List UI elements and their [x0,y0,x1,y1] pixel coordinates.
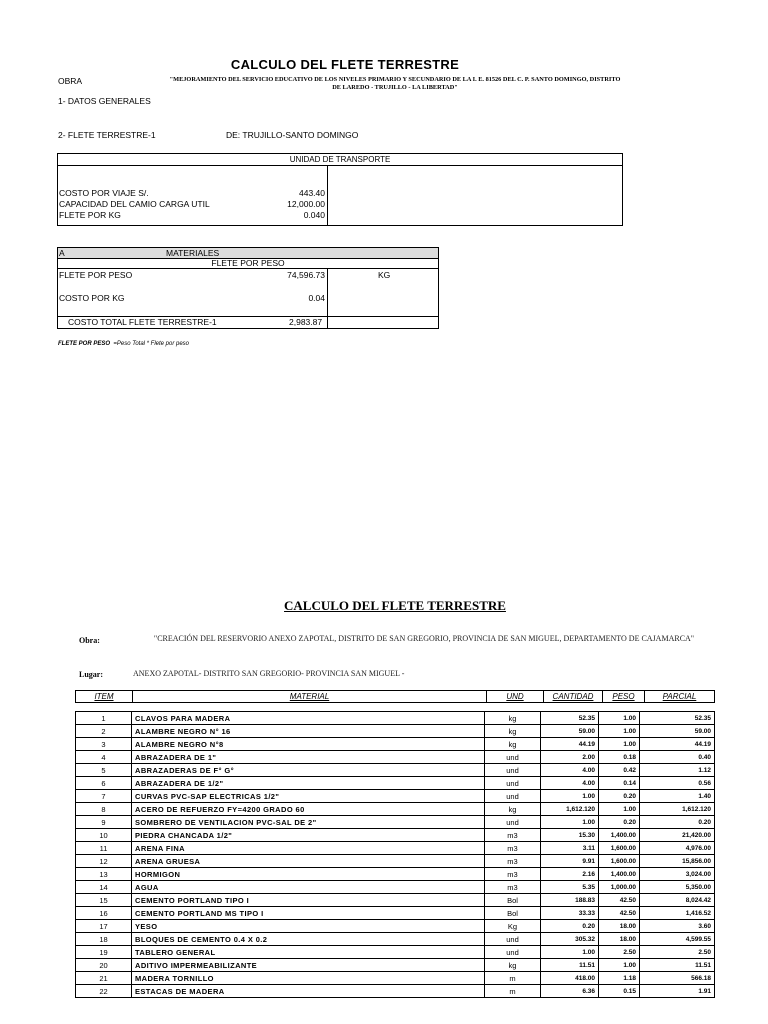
material-cell: ALAMBRE NEGRO N° 16 [132,725,485,738]
peso-cell: 1,400.00 [599,868,640,881]
item-cell: 19 [76,946,132,959]
materials-table [75,711,715,998]
table-row [76,959,715,972]
item-cell: 14 [76,881,132,894]
item-cell: 2 [76,725,132,738]
costo-viaje-value: 443.40 [299,188,325,198]
table-row [76,829,715,842]
col-cantidad: CANTIDAD [544,691,603,703]
parcial-cell: 1.40 [640,790,715,803]
parcial-cell: 15,856.00 [640,855,715,868]
parcial-cell: 0.56 [640,777,715,790]
bottom-title: CALCULO DEL FLETE TERRESTRE [284,598,506,613]
peso-cell: 1.00 [599,803,640,816]
unit-cell: m3 [485,842,541,855]
table-row [76,764,715,777]
capacidad-value: 12,000.00 [287,199,325,209]
item-cell: 4 [76,751,132,764]
unit-cell: und [485,751,541,764]
unit-cell: m3 [485,829,541,842]
table-row [76,842,715,855]
item-cell: 10 [76,829,132,842]
table-row [76,803,715,816]
parcial-cell: 5,350.00 [640,881,715,894]
item-cell: 7 [76,790,132,803]
peso-cell: 1.00 [599,959,640,972]
unit-cell: kg [485,959,541,972]
item-cell: 12 [76,855,132,868]
unit-cell: und [485,816,541,829]
material-cell: ALAMBRE NEGRO N°8 [132,738,485,751]
peso-cell: 2.50 [599,946,640,959]
peso-cell: 1,000.00 [599,881,640,894]
material-cell: ABRAZADERA DE 1/2" [132,777,485,790]
peso-cell: 0.18 [599,751,640,764]
item-cell: 5 [76,764,132,777]
parcial-cell: 566.18 [640,972,715,985]
unit-cell: und [485,790,541,803]
peso-cell: 1.18 [599,972,640,985]
col-material: MATERIAL [133,691,487,703]
section-flete-terrestre: 2- FLETE TERRESTRE-1 [58,130,156,140]
materials-box [57,247,439,329]
material-cell: CEMENTO PORTLAND TIPO I [132,894,485,907]
unit-cell: und [485,764,541,777]
parcial-cell: 3.60 [640,920,715,933]
obra-text: "MEJORAMIENTO DEL SERVICIO EDUCATIVO DE LOS NIVELES PRIMARIO Y SECUNDARIO DE LA I. E. 81526 DEL C. P. SANTO DOMINGO, DISTRITO DE LAREDO - TRUJILLO - LA LIBERTAD" [169,76,621,91]
cantidad-cell: 2.00 [541,751,599,764]
formula-note-text: =Peso Total * Flete por peso [113,341,190,347]
cantidad-cell: 305.32 [541,933,599,946]
col-item: ITEM [76,691,133,703]
material-cell: PIEDRA CHANCADA 1/2" [132,829,485,842]
parcial-cell: 1.91 [640,985,715,998]
col-peso: PESO [603,691,645,703]
item-cell: 22 [76,985,132,998]
peso-cell: 42.50 [599,894,640,907]
item-cell: 21 [76,972,132,985]
material-cell: ABRAZADERAS DE F° G° [132,764,485,777]
flete-kg-label: FLETE POR KG [59,210,121,220]
material-cell: ARENA FINA [132,842,485,855]
item-cell: 16 [76,907,132,920]
peso-cell: 0.42 [599,764,640,777]
col-parcial: PARCIAL [645,691,715,703]
bottom-obra-text: "CREACIÓN DEL RESERVORIO ANEXO ZAPOTAL, DISTRITO DE SAN GREGORIO, PROVINCIA DE SAN MIGUEL, DEPARTAMENTO DE CAJAMARCA" [153,634,695,643]
parcial-cell: 59.00 [640,725,715,738]
cantidad-cell: 9.91 [541,855,599,868]
table-row [76,790,715,803]
parcial-cell: 1,612.120 [640,803,715,816]
item-cell: 13 [76,868,132,881]
peso-cell: 0.15 [599,985,640,998]
parcial-cell: 4,976.00 [640,842,715,855]
peso-cell: 0.20 [599,790,640,803]
material-cell: CEMENTO PORTLAND MS TIPO I [132,907,485,920]
cantidad-cell: 1.00 [541,946,599,959]
parcial-cell: 1,416.52 [640,907,715,920]
material-cell: TABLERO GENERAL [132,946,485,959]
lugar-label: Lugar: [79,670,103,679]
flete-kg-value: 0.040 [303,210,325,220]
cantidad-cell: 52.35 [541,712,599,725]
capacidad-label: CAPACIDAD DEL CAMIO CARGA UTIL [59,199,210,209]
unit-cell: m [485,972,541,985]
top-title: CALCULO DEL FLETE TERRESTRE [230,57,460,72]
bottom-obra-label: Obra: [79,636,100,645]
peso-cell: 18.00 [599,933,640,946]
table-header-row [76,691,715,703]
unit-cell: kg [485,712,541,725]
material-cell: ESTACAS DE MADERA [132,985,485,998]
table-row [76,816,715,829]
unit-cell: m3 [485,868,541,881]
section-datos-generales: 1- DATOS GENERALES [58,96,151,106]
material-cell: HORMIGON [132,868,485,881]
material-cell: CURVAS PVC-SAP ELECTRICAS 1/2" [132,790,485,803]
parcial-cell: 1.12 [640,764,715,777]
peso-cell: 18.00 [599,920,640,933]
obra-label: OBRA [58,76,83,86]
transport-box [57,153,623,226]
peso-cell: 42.50 [599,907,640,920]
unit-cell: kg [485,725,541,738]
item-cell: 17 [76,920,132,933]
table-row [76,907,715,920]
table-row [76,933,715,946]
table-row [76,855,715,868]
table-row [76,725,715,738]
item-cell: 6 [76,777,132,790]
table-row [76,868,715,881]
parcial-cell: 4,599.55 [640,933,715,946]
cantidad-cell: 6.36 [541,985,599,998]
lugar-text: ANEXO ZAPOTAL- DISTRITO SAN GREGORIO- PROVINCIA SAN MIGUEL - [133,669,405,678]
cantidad-cell: 0.20 [541,920,599,933]
parcial-cell: 11.51 [640,959,715,972]
formula-note [58,341,189,347]
transport-divider [327,165,328,225]
flete-peso-value: 74,596.73 [287,270,325,280]
table-row [76,946,715,959]
material-cell: ACERO DE REFUERZO FY=4200 GRADO 60 [132,803,485,816]
parcial-cell: 44.19 [640,738,715,751]
costo-kg-value: 0.04 [308,293,325,303]
materials-header: MATERIALES [166,248,220,258]
peso-cell: 0.20 [599,816,640,829]
cantidad-cell: 1,612.120 [541,803,599,816]
materials-subheader: FLETE POR PESO [58,258,438,269]
table-row [76,751,715,764]
route-label: DE: TRUJILLO-SANTO DOMINGO [226,130,359,140]
table-row [76,738,715,751]
unit-cell: und [485,933,541,946]
peso-cell: 1,600.00 [599,855,640,868]
parcial-cell: 0.40 [640,751,715,764]
material-cell: MADERA TORNILLO [132,972,485,985]
costo-viaje-label: COSTO POR VIAJE S/. [59,188,149,198]
costo-kg-label: COSTO POR KG [59,293,125,303]
costo-total-label: COSTO TOTAL FLETE TERRESTRE-1 [68,317,217,327]
flete-peso-unit: KG [378,270,391,280]
peso-cell: 1.00 [599,738,640,751]
unit-cell: Kg [485,920,541,933]
materials-code: A [59,248,65,258]
material-cell: CLAVOS PARA MADERA [132,712,485,725]
item-cell: 18 [76,933,132,946]
unit-cell: Bol [485,894,541,907]
cantidad-cell: 1.00 [541,790,599,803]
unit-cell: und [485,946,541,959]
table-row [76,894,715,907]
cantidad-cell: 2.16 [541,868,599,881]
parcial-cell: 2.50 [640,946,715,959]
item-cell: 1 [76,712,132,725]
cantidad-cell: 33.33 [541,907,599,920]
parcial-cell: 8,024.42 [640,894,715,907]
parcial-cell: 0.20 [640,816,715,829]
item-cell: 9 [76,816,132,829]
peso-cell: 1.00 [599,725,640,738]
formula-note-label: FLETE POR PESO [58,341,111,347]
table-row [76,712,715,725]
parcial-cell: 3,024.00 [640,868,715,881]
transport-header: UNIDAD DE TRANSPORTE [289,155,391,164]
table-row [76,777,715,790]
item-cell: 8 [76,803,132,816]
parcial-cell: 21,420.00 [640,829,715,842]
material-cell: SOMBRERO DE VENTILACION PVC-SAL DE 2" [132,816,485,829]
peso-cell: 1,600.00 [599,842,640,855]
unit-cell: kg [485,738,541,751]
unit-cell: Bol [485,907,541,920]
col-und: UND [487,691,544,703]
flete-peso-label: FLETE POR PESO [59,270,133,280]
table-row [76,972,715,985]
unit-cell: m [485,985,541,998]
item-cell: 20 [76,959,132,972]
material-cell: ADITIVO IMPERMEABILIZANTE [132,959,485,972]
unit-cell: m3 [485,881,541,894]
table-row [76,985,715,998]
cantidad-cell: 4.00 [541,764,599,777]
costo-total-value: 2,983.87 [289,317,323,327]
materials-table-header [75,690,715,703]
cantidad-cell: 4.00 [541,777,599,790]
material-cell: ARENA GRUESA [132,855,485,868]
item-cell: 11 [76,842,132,855]
material-cell: AGUA [132,881,485,894]
cantidad-cell: 1.00 [541,816,599,829]
peso-cell: 1.00 [599,712,640,725]
peso-cell: 1,400.00 [599,829,640,842]
cantidad-cell: 11.51 [541,959,599,972]
material-cell: ABRAZADERA DE 1" [132,751,485,764]
unit-cell: kg [485,803,541,816]
parcial-cell: 52.35 [640,712,715,725]
cantidad-cell: 418.00 [541,972,599,985]
transport-header-row [58,154,622,166]
table-row [76,881,715,894]
unit-cell: m3 [485,855,541,868]
cantidad-cell: 3.11 [541,842,599,855]
materials-divider [327,268,328,328]
item-cell: 15 [76,894,132,907]
cantidad-cell: 15.30 [541,829,599,842]
material-cell: YESO [132,920,485,933]
unit-cell: und [485,777,541,790]
peso-cell: 0.14 [599,777,640,790]
material-cell: BLOQUES DE CEMENTO 0.4 X 0.2 [132,933,485,946]
cantidad-cell: 5.35 [541,881,599,894]
cantidad-cell: 44.19 [541,738,599,751]
cantidad-cell: 188.83 [541,894,599,907]
table-row [76,920,715,933]
item-cell: 3 [76,738,132,751]
cantidad-cell: 59.00 [541,725,599,738]
